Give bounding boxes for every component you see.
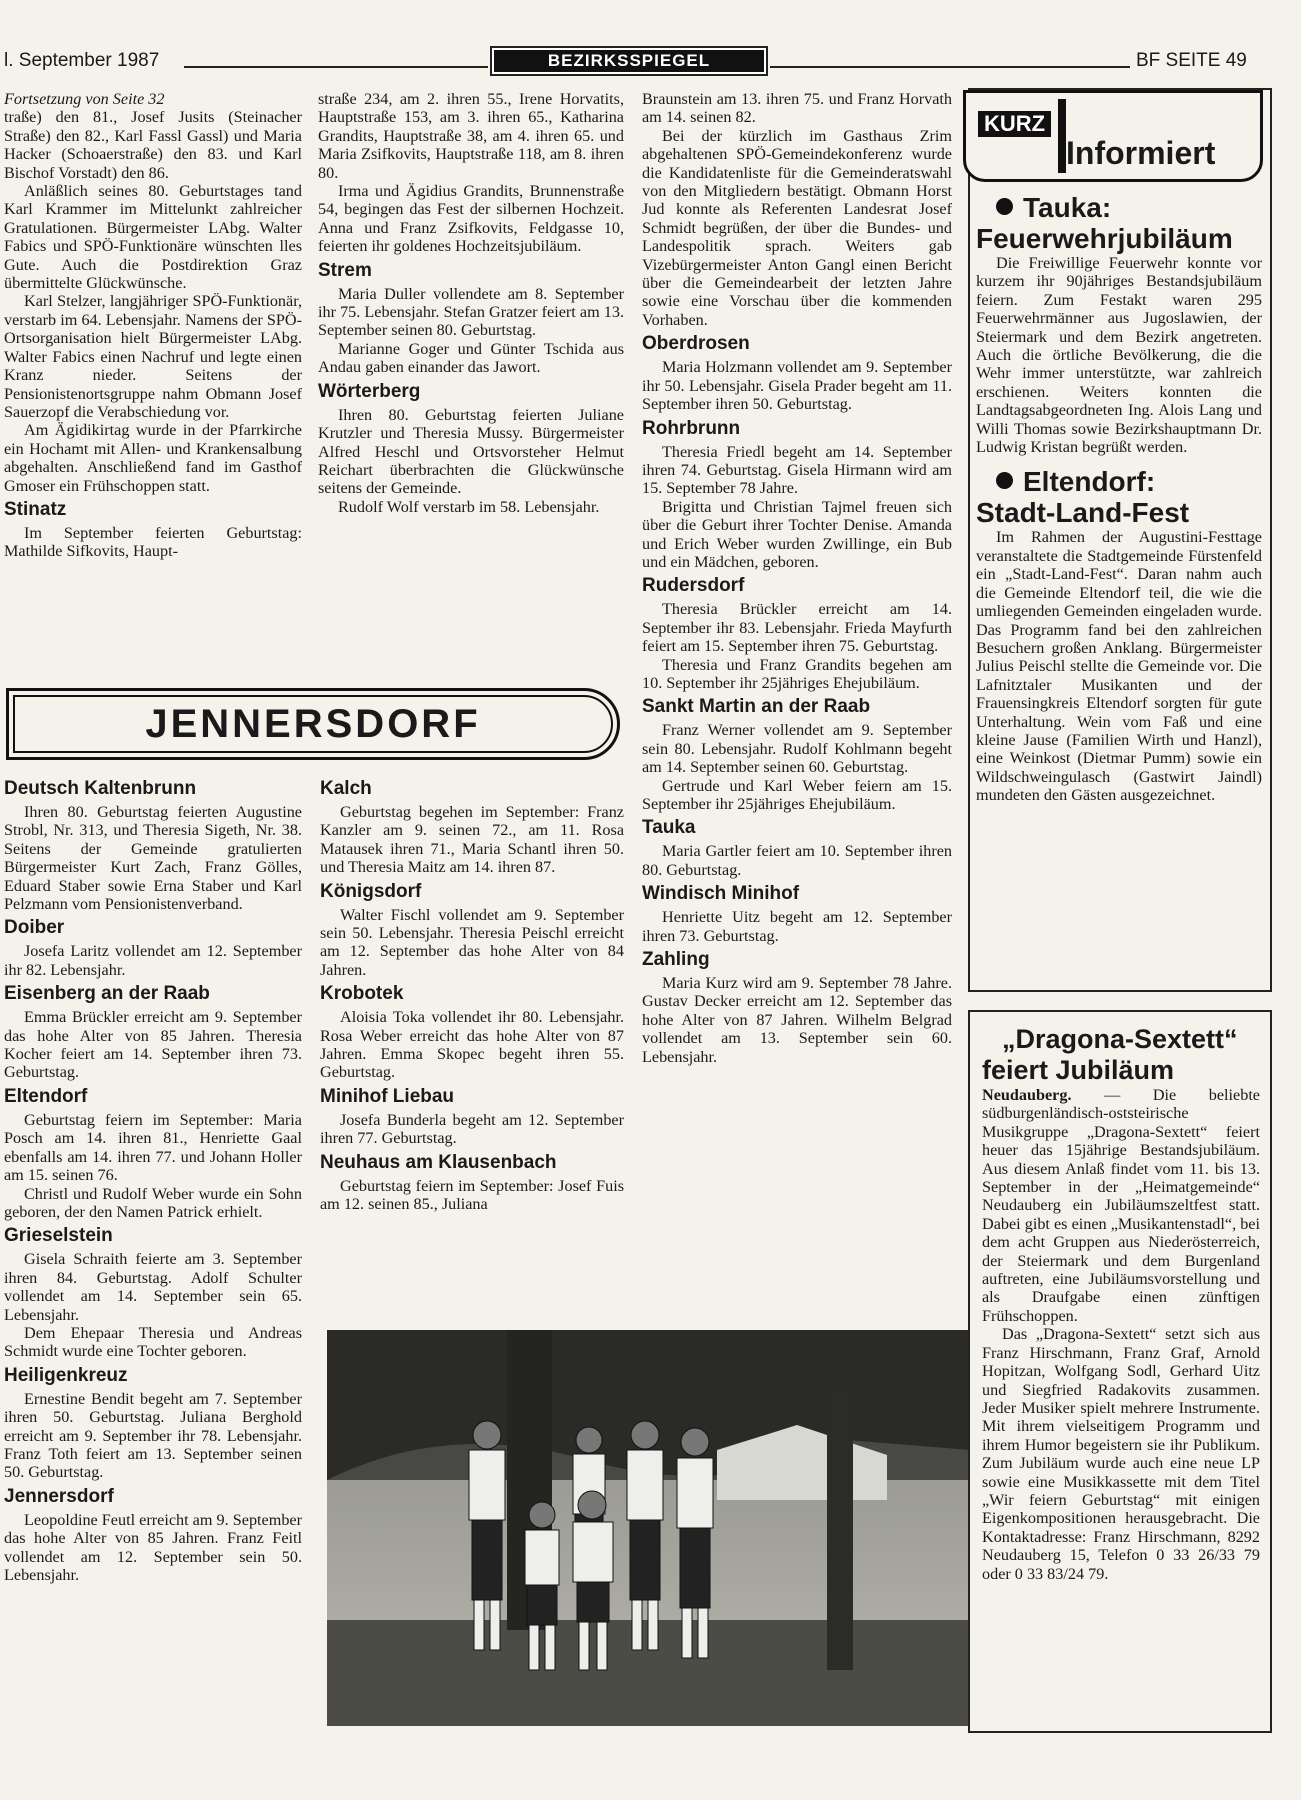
heading-strem: Strem (318, 259, 372, 281)
heading-krobotek: Krobotek (320, 983, 404, 1005)
heading-windisch-minihof: Windisch Minihof (642, 883, 800, 905)
continuation-note: Fortsetzung von Seite 32 (4, 90, 165, 108)
heading-stinatz: Stinatz (4, 498, 67, 520)
kurz-label: KURZ (978, 111, 1051, 137)
dragona-title-line2: feiert Jubiläum (982, 1055, 1175, 1085)
column-2-top (318, 90, 624, 680)
section-title: BEZIRKSSPIEGEL (494, 50, 764, 72)
dragona-content (982, 1024, 1260, 1724)
paragraph: Dem Ehepaar Theresia und Andreas Schmidt wurde eine Tochter geboren. (4, 1323, 302, 1361)
header-rule-left (184, 66, 488, 68)
tauka-title-topic: Feuerwehrjubiläum (976, 223, 1233, 254)
heading-neuhaus: Neuhaus am Klausenbach (320, 1151, 557, 1173)
paragraph: Anläßlich seines 80. Geburtstages tand Karl Krammer im Mittelunkt zahlreicher Gratulationen. Bürgermeister LAbg. Walter Fabics und SPÖ-Funktionäre wünschten lles Gute. Auch die Postdirektion Graz übermittelte Glückwünsche. (4, 182, 302, 293)
paragraph: Henriette Uitz begeht am 12. September ihren 73. Geburtstag. (642, 908, 952, 945)
jennersdorf-banner-inner (13, 695, 613, 753)
paragraph: Theresia Friedl begeht am 14. September ihren 74. Geburtstag. Gisela Hirmann wird am 15. September 78 Jahre. (642, 442, 952, 498)
column-3 (642, 90, 952, 1325)
paragraph: Emma Brückler erreicht am 9. September das hohe Alter von 85 Jahren. Theresia Kocher feiert am 14. September ihren 73. Geburtstag. (4, 1008, 302, 1082)
heading-grieselstein: Grieselstein (4, 1225, 113, 1247)
dateline: Neudauberg. (982, 1086, 1072, 1104)
eltendorf-title-topic: Stadt-Land-Fest (976, 497, 1190, 529)
paragraph: Am Ägidikirtag wurde in der Pfarrkirche ein Hochamt mit Allen- und Krankensalbung abgehalten. Anschließend fand im Gasthof Gmoser ein Frühschoppen statt. (4, 421, 302, 495)
bullet-icon (996, 472, 1013, 489)
tauka-title-place: Tauka: (1023, 192, 1112, 223)
paragraph: Gertrude und Karl Weber feiern am 15. September ihr 25jähriges Ehejubiläum. (642, 776, 952, 813)
dragona-lead-text: — Die beliebte südburgenländisch-oststeirische Musikgruppe „Dragona-Sextett“ feiert heuer das 15jährige Bestandsjubiläum. Aus diesem Anlaß findet vom 11. bis 13. September in der „Heimatgemeinde“ Neudauberg ein Jubiläumszeltfest statt. Dabei gibt es einen „Musikantenstadl“, bei dem acht Gruppen aus Niederösterreich, der Steiermark und dem Burgenland auftreten, eine Jubiläumsvorstellung und als Draufgabe einen zünftigen Frühschoppen. (982, 1086, 1260, 1325)
bullet-icon (996, 198, 1013, 215)
paragraph: Ihren 80. Geburtstag feierten Juliane Krutzler und Theresia Mussy. Bürgermeister Alfred Heschl und Ortsvorsteher Helmut Reichart überbrachten die Glückwünsche seitens der Gemeinde. (318, 405, 624, 498)
heading-zahling: Zahling (642, 949, 710, 971)
heading-jennersdorf: Jennersdorf (4, 1485, 114, 1507)
paragraph: Braunstein am 13. ihren 75. und Franz Horvath am 14. seinen 82. (642, 90, 952, 127)
jennersdorf-banner (6, 688, 620, 760)
kurz-informiert-content (976, 192, 1262, 982)
kurz-informiert-header (963, 90, 1263, 182)
paragraph: Bei der kürzlich im Gasthaus Zrim abgehaltenen SPÖ-Gemeindekonferenz wurde die Kandidatenliste für die Gemeinderatswahl von den Mitgliedern bestätigt. Obmann Horst Jud konnte als Referenten Landesrat Josef Schmidt begrüßen, der über die Bundes- und Landespolitik sprach. Weiters gab Vizebürgermeister Anton Gangl einen Bericht über die Gemeindearbeit der letzten Jahre sowie eine Vorschau über die kommenden Vorhaben. (642, 126, 952, 329)
paragraph: Maria Kurz wird am 9. September 78 Jahre. Gustav Decker erreicht am 12. September das hohe Alter von 87 Jahren. Wilhelm Belgrad vollendet am 13. September sein 60. Lebensjahr. (642, 974, 952, 1066)
paragraph: Ihren 80. Geburtstag feierten Augustine Strobl, Nr. 313, und Theresia Sigeth, Nr. 38. Seitens der Gemeinde gratulierten Bürgermeister Kurt Zach, Franz Gölles, Eduard Staber sowie Erna Staber und Karl Pelzmann vom Pensionistenverband. (4, 803, 302, 914)
paragraph: Brigitta und Christian Tajmel freuen sich über die Geburt ihrer Tochter Denise. Amanda und Erich Weber wurden Zwillinge, ein Bub und ein Mädchen, geboren. (642, 497, 952, 571)
paragraph: Theresia Brückler erreicht am 14. September ihr 83. Lebensjahr. Frieda Mayfurth feiert am 15. September ihren 75. Geburtstag. (642, 600, 952, 656)
paragraph: Im September feierten Geburtstag: Mathilde Sifkovits, Haupt- (4, 523, 302, 561)
heading-sankt-martin: Sankt Martin an der Raab (642, 696, 871, 718)
paragraph: Maria Duller vollendete am 8. September ihr 75. Lebensjahr. Stefan Gratzer feiert am 13. September seinen 80. Geburtstag. (318, 284, 624, 340)
heading-koenigsdorf: Königsdorf (320, 880, 422, 902)
kurz-bar (1058, 99, 1066, 173)
header-rule-right (770, 66, 1130, 68)
paragraph: Christl und Rudolf Weber wurde ein Sohn geboren, der den Namen Patrick erhielt. (4, 1184, 302, 1221)
page-number: BF SEITE 49 (1136, 50, 1247, 71)
paragraph: Walter Fischl vollendet am 9. September sein 50. Lebensjahr. Theresia Peischl erreicht am 12. September das hohe Alter von 84 Jahren. (320, 905, 624, 979)
paragraph: Geburtstag feiern im September: Josef Fuis am 12. seinen 85., Juliana (320, 1176, 624, 1214)
heading-eisenberg: Eisenberg an der Raab (4, 983, 210, 1005)
column-1-bottom (4, 774, 302, 1774)
heading-rudersdorf: Rudersdorf (642, 575, 745, 597)
paragraph: Leopoldine Feutl erreicht am 9. September das hohe Alter von 85 Jahren. Franz Feitl vollendet am 12. September sein 50. Lebensjahr. (4, 1510, 302, 1584)
paragraph: Josefa Bunderla begeht am 12. September ihren 77. Geburtstag. (320, 1110, 624, 1148)
paragraph: Josefa Laritz vollendet am 12. September ihr 82. Lebensjahr. (4, 942, 302, 979)
paragraph: Die Freiwillige Feuerwehr konnte vor kurzem ihr 90jähriges Bestandsjubiläum feiern. Zum Festakt waren 295 Feuerwehrmänner aus Jugoslawien, der Steiermark und dem Bezirk angetreten. Auch die örtliche Bevölkerung, die die Wehr immer unterstützte, war zahlreich erschienen. Weiters konnten die Landtagsabgeordneten Ing. Alois Lang und Willi Thomas sowie Bezirkshauptmann Dr. Ludwig Kristan begrüßt werden. (976, 254, 1262, 457)
paragraph: Theresia und Franz Grandits begehen am 10. September ihr 25jähriges Ehejubiläum. (642, 655, 952, 692)
eltendorf-title (976, 466, 1262, 528)
heading-oberdrosen: Oberdrosen (642, 333, 750, 355)
paragraph: Irma und Ägidius Grandits, Brunnenstraße 54, begingen das Fest der silbernen Hochzeit. Anna und Franz Zsifkovits, Feldgasse 10, feierten ihr goldenes Hochzeitsjubiläum. (318, 182, 624, 256)
paragraph: Ernestine Bendit begeht am 7. September ihren 50. Geburtstag. Juliana Berghold erreicht am 9. September ihr 78. Lebensjahr. Franz Toth feiert am 13. September seinen 50. Geburtstag. (4, 1389, 302, 1482)
paragraph: Karl Stelzer, langjähriger SPÖ-Funktionär, verstarb im 64. Lebensjahr. Namens der SPÖ-Ortsorganisation hielt Bürgermeister LAbg. Walter Fabics einen Nachruf und legte einen Kranz nieder. Seitens der Pensionistenortsgruppe nahm Obmann Josef Sauerzopf die Verabschiedung vor. (4, 292, 302, 421)
tauka-title (976, 192, 1262, 254)
dragona-title-line1: „Dragona-Sextett“ (1002, 1024, 1238, 1054)
heading-deutsch-kaltenbrunn: Deutsch Kaltenbrunn (4, 778, 197, 799)
paragraph: Im Rahmen der Augustini-Festtage veranstaltete die Stadtgemeinde Fürstenfeld ein „Stadt-Land-Fest“. Daran nahm auch die Gemeinde Eltendorf teil, die wie die umliegenden Gemeinden eingeladen wurde. Das Programm fand bei den zahlreichen Besuchern großen Anklang. Bürgermeister Julius Peischl stellte die Gemeinde vor. Die Lafnitztaler Musikanten und der Frauensingkreis Eltendorf sorgten für gute Unterhaltung. Wein vom Faß und eine kleine Jause (Familien Wirth und Hanzl), eine Weinkost (Dietmar Pumm) sowie ein Wildschweingulasch (Gastwirt Jaindl) mundeten den Gästen ausgezeichnet. (976, 528, 1262, 805)
dragona-lead (982, 1086, 1260, 1325)
issue-date: l. September 1987 (4, 50, 160, 71)
section-banner (490, 46, 768, 76)
paragraph: Aloisia Toka vollendet ihr 80. Lebensjahr. Rosa Weber erreicht das hohe Alter von 87 Jahren. Emma Skopec begeht ihren 55. Geburtstag. (320, 1008, 624, 1082)
jennersdorf-title: JENNERSDORF (145, 701, 481, 746)
paragraph: Maria Holzmann vollendet am 9. September ihr 50. Lebensjahr. Gisela Prader begeht am 11. September ihren 50. Geburtstag. (642, 358, 952, 414)
paragraph: straße 234, am 2. ihren 55., Irene Horvatits, Hauptstraße 153, am 3. ihren 65., Katharina Grandits, Hauptstraße 38, am 4. ihren 65. und Maria Zsifkovits, Hauptstraße 118, am 8. ihren 80. (318, 90, 624, 182)
band-photo (327, 1330, 970, 1726)
column-1-top (4, 90, 302, 680)
paragraph: Marianne Goger und Günter Tschida aus Andau gaben einander das Jawort. (318, 339, 624, 377)
paragraph: Rudolf Wolf verstarb im 58. Lebensjahr. (338, 497, 600, 516)
paragraph: Das „Dragona-Sextett“ setzt sich aus Franz Hirschmann, Franz Graf, Arnold Hopitzan, Wolfgang Sodl, Gerhard Uitz und Siegfried Radakovits zusammen. Jeder Musiker spielt mehrere Instrumente. Mit ihrem vielseitigem Programm und ihrem Humor begeistern sie ihr Publikum. Zum Jubiläum wurde auch eine neue LP sowie eine Musikkassette mit dem Titel „Wir feiern Geburtstag“ mit einigen Eigenkompositionen herausgebracht. Die Kontaktadresse: Franz Hirschmann, 8292 Neudauberg 15, Telefon 0 33 26/33 79 oder 0 33 83/24 79. (982, 1325, 1260, 1583)
heading-rohrbrunn: Rohrbrunn (642, 417, 741, 439)
heading-tauka: Tauka (642, 817, 696, 839)
eltendorf-title-place: Eltendorf: (1023, 466, 1156, 498)
heading-woerterberg: Wörterberg (318, 380, 421, 402)
tree-trunk-right (827, 1390, 853, 1670)
paragraph: traße) den 81., Josef Jusits (Steinacher Straße) den 82., Karl Fassl Gassl) und Maria Hacker (Schoaerstraße) den 83. und Karl Bischof Vorstadt) den 86. (4, 108, 302, 182)
paragraph: Franz Werner vollendet am 9. September sein 80. Lebensjahr. Rudolf Kohlmann begeht am 14. September seinen 60. Geburtstag. (642, 721, 952, 777)
heading-doiber: Doiber (4, 917, 65, 939)
paragraph: Geburtstag feiern im September: Maria Posch am 14. ihren 81., Henriette Gaal ebenfalls am 14. ihren 77. und Johann Holler am 15. seinen 76. (4, 1110, 302, 1185)
heading-minihof-liebau: Minihof Liebau (320, 1085, 455, 1107)
heading-eltendorf: Eltendorf (4, 1085, 88, 1107)
heading-heiligenkreuz: Heiligenkreuz (4, 1364, 128, 1386)
column-2-bottom (320, 774, 624, 1324)
heading-kalch: Kalch (320, 778, 372, 799)
paragraph: Gisela Schraith feierte am 3. September ihren 84. Geburtstag. Adolf Schulter vollendet am 14. September sein 65. Lebensjahr. (4, 1250, 302, 1324)
paragraph: Geburtstag begehen im September: Franz Kanzler am 9. seinen 72., am 11. Rosa Matausek ihren 71., Maria Schantl ihren 50. und Theresia Maitz am 14. ihren 87. (320, 803, 624, 877)
dragona-title (982, 1024, 1260, 1086)
informiert-word: Informiert (1066, 135, 1216, 171)
paragraph: Maria Gartler feiert am 10. September ihren 80. Geburtstag. (642, 842, 952, 879)
